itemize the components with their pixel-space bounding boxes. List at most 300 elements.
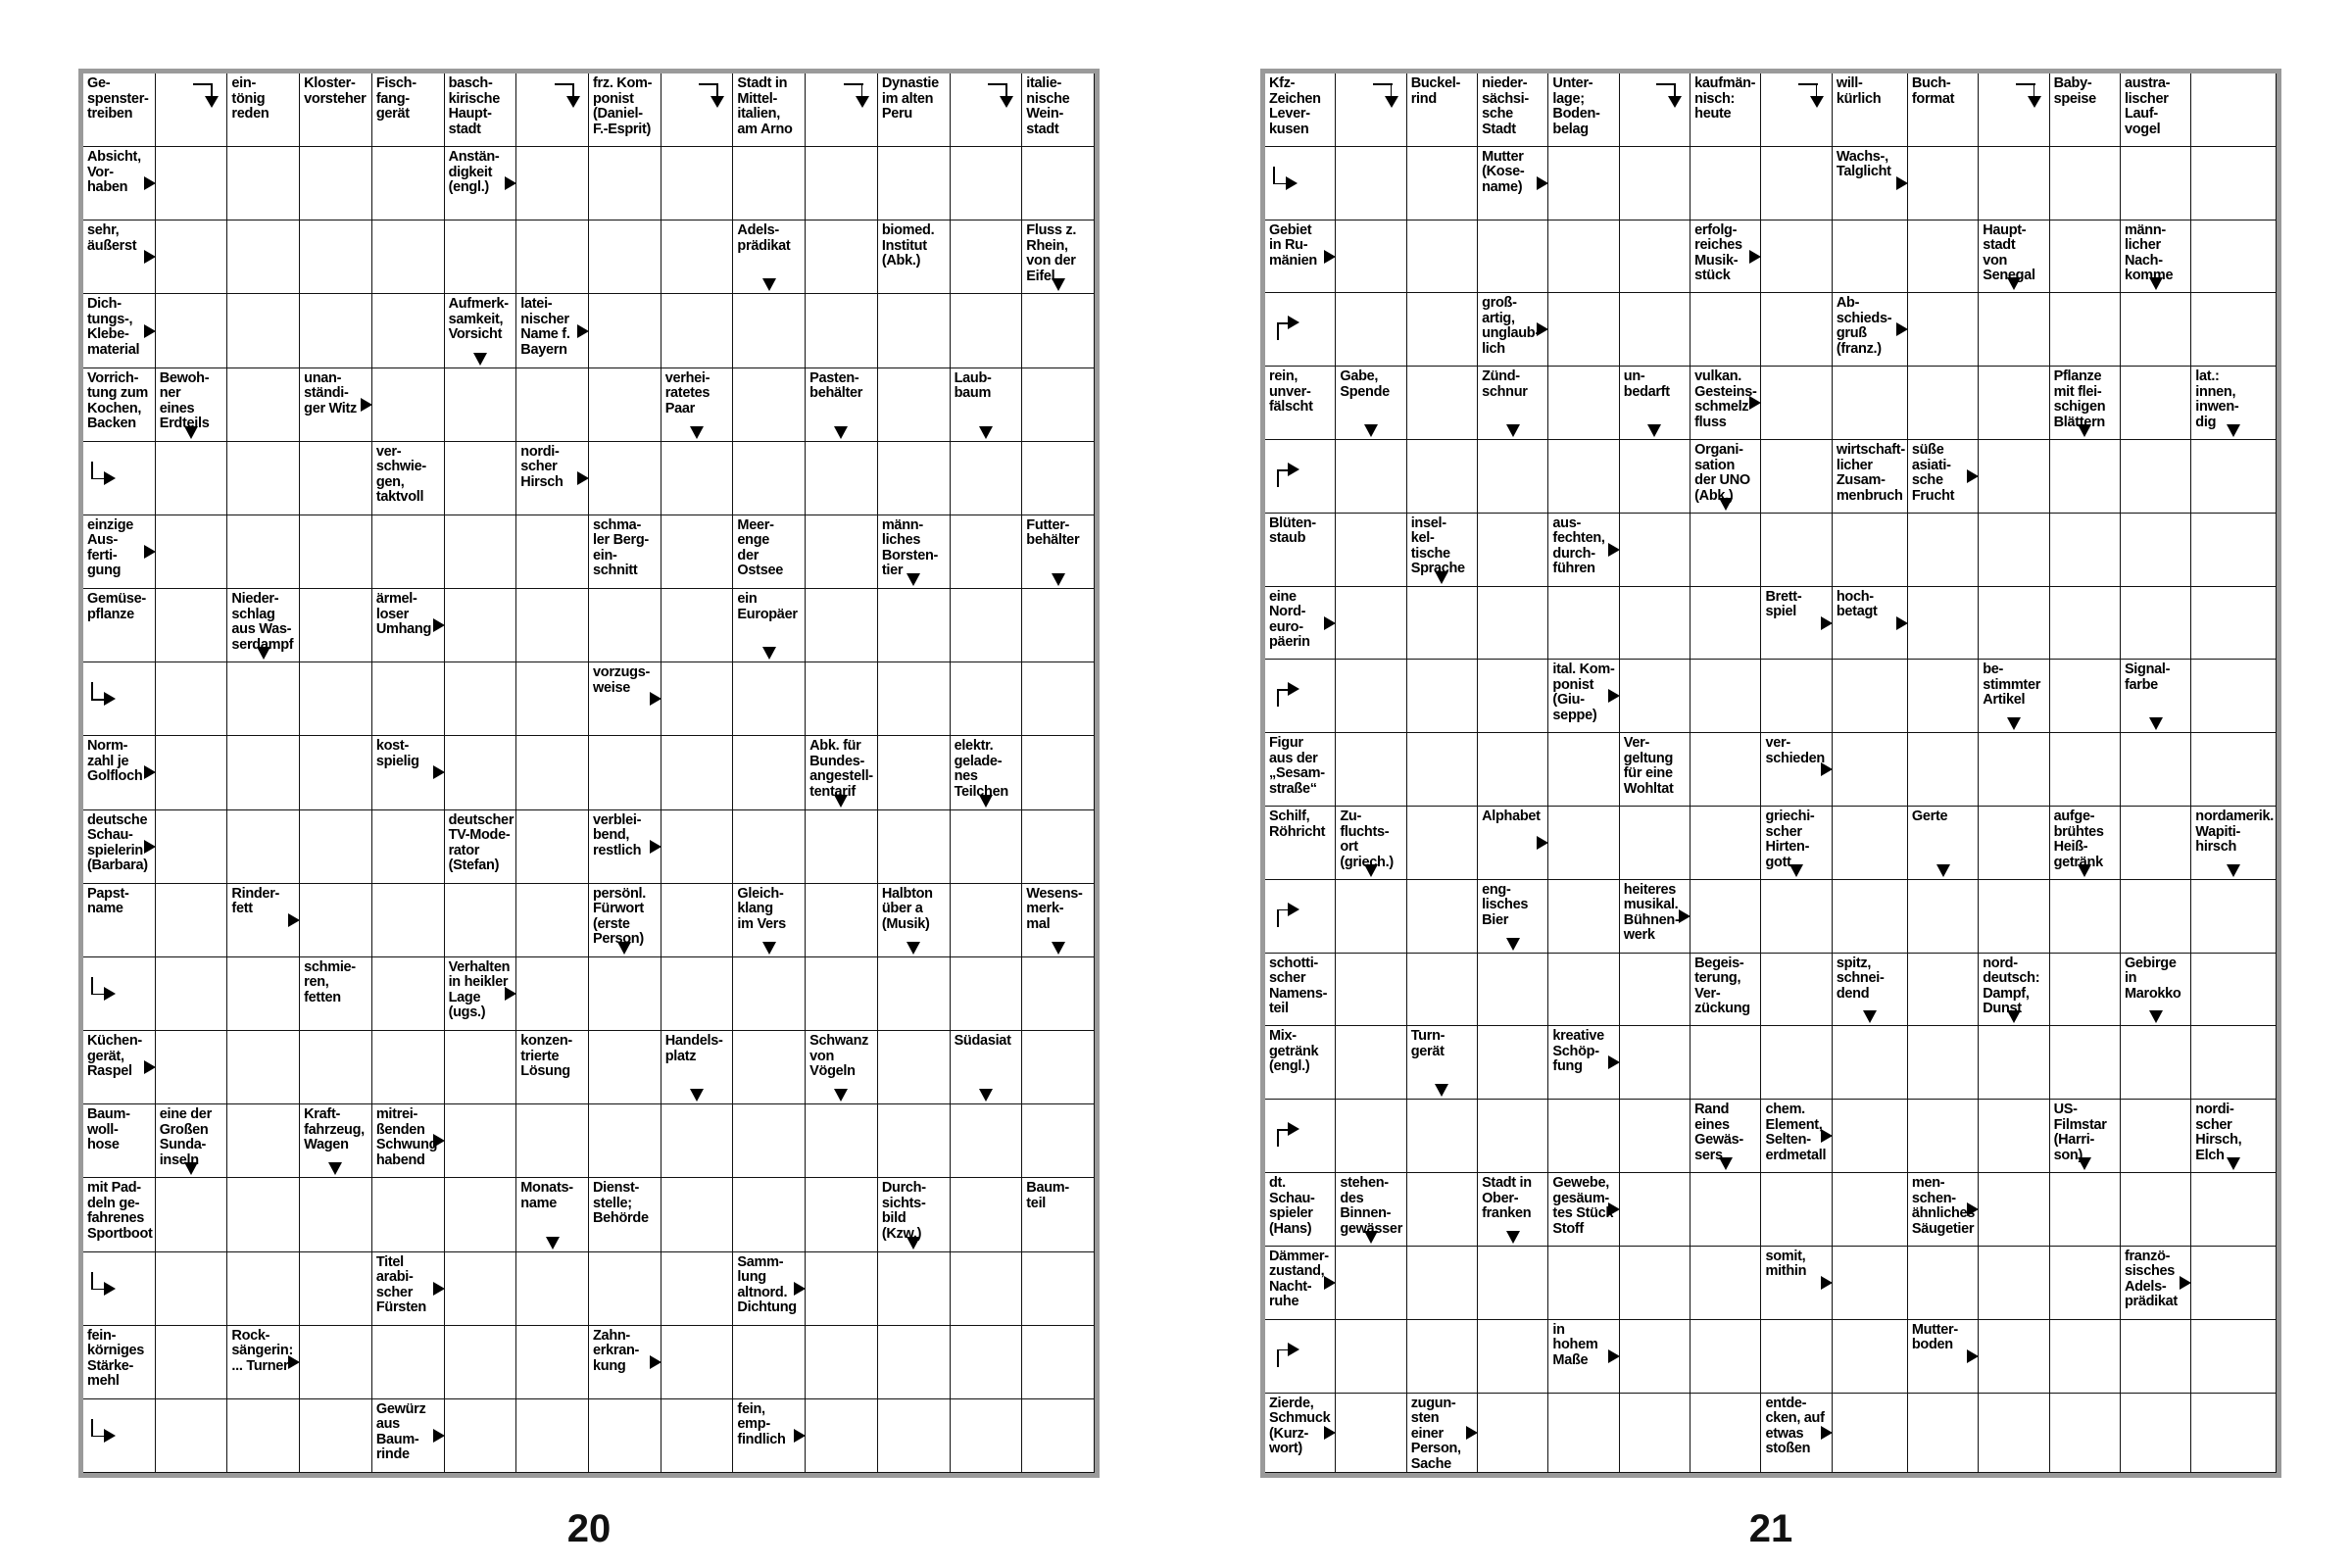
- answer-cell[interactable]: [1761, 220, 1832, 294]
- answer-cell[interactable]: [372, 1031, 445, 1104]
- answer-cell[interactable]: [1336, 1394, 1406, 1474]
- answer-cell[interactable]: [1548, 147, 1619, 220]
- answer-cell[interactable]: [1478, 220, 1548, 294]
- answer-cell[interactable]: [156, 220, 228, 294]
- answer-cell[interactable]: [2191, 514, 2277, 587]
- answer-cell[interactable]: [662, 736, 734, 809]
- answer-cell[interactable]: [445, 1326, 517, 1399]
- answer-cell[interactable]: [1690, 147, 1761, 220]
- answer-cell[interactable]: [1908, 514, 1979, 587]
- answer-cell[interactable]: [2191, 1394, 2277, 1474]
- answer-cell[interactable]: [1478, 514, 1548, 587]
- answer-cell[interactable]: [300, 294, 372, 368]
- answer-cell[interactable]: [1478, 733, 1548, 807]
- answer-cell[interactable]: [1833, 1320, 1908, 1394]
- answer-cell[interactable]: [445, 515, 517, 589]
- answer-cell[interactable]: [156, 1399, 228, 1473]
- answer-cell[interactable]: [1908, 733, 1979, 807]
- answer-cell[interactable]: [372, 294, 445, 368]
- answer-cell[interactable]: [951, 1326, 1023, 1399]
- answer-cell[interactable]: [2121, 733, 2191, 807]
- answer-cell[interactable]: [733, 1178, 806, 1251]
- answer-cell[interactable]: [1979, 1394, 2049, 1474]
- answer-cell[interactable]: [300, 810, 372, 884]
- answer-cell[interactable]: [300, 220, 372, 294]
- answer-cell[interactable]: [1761, 660, 1832, 733]
- answer-cell[interactable]: [445, 1399, 517, 1473]
- answer-cell[interactable]: [1690, 660, 1761, 733]
- answer-cell[interactable]: [1022, 1326, 1095, 1399]
- answer-cell[interactable]: [1620, 293, 1690, 367]
- answer-cell[interactable]: [733, 1104, 806, 1178]
- answer-cell[interactable]: [1620, 1320, 1690, 1394]
- answer-cell[interactable]: [1022, 1252, 1095, 1326]
- answer-cell[interactable]: [1478, 1247, 1548, 1320]
- answer-cell[interactable]: [156, 1178, 228, 1251]
- answer-cell[interactable]: [1265, 880, 1336, 954]
- answer-cell[interactable]: [2050, 147, 2121, 220]
- answer-cell[interactable]: [1407, 1247, 1478, 1320]
- answer-cell[interactable]: [589, 147, 662, 220]
- answer-cell[interactable]: [1022, 1031, 1095, 1104]
- answer-cell[interactable]: [1690, 1026, 1761, 1100]
- answer-cell[interactable]: [733, 1031, 806, 1104]
- answer-cell[interactable]: [1265, 293, 1336, 367]
- answer-cell[interactable]: [2191, 1026, 2277, 1100]
- answer-cell[interactable]: [227, 368, 300, 442]
- answer-cell[interactable]: [300, 147, 372, 220]
- answer-cell[interactable]: [1478, 954, 1548, 1027]
- answer-cell[interactable]: [1690, 807, 1761, 880]
- answer-cell[interactable]: [445, 1031, 517, 1104]
- answer-cell[interactable]: [1620, 440, 1690, 514]
- answer-cell[interactable]: [300, 662, 372, 736]
- answer-cell[interactable]: [1265, 1100, 1336, 1173]
- answer-cell[interactable]: [2191, 74, 2277, 147]
- answer-cell[interactable]: [733, 662, 806, 736]
- answer-cell[interactable]: [1336, 514, 1406, 587]
- answer-cell[interactable]: [516, 220, 589, 294]
- answer-cell[interactable]: [806, 1178, 878, 1251]
- answer-cell[interactable]: [1833, 807, 1908, 880]
- answer-cell[interactable]: [156, 1252, 228, 1326]
- answer-cell[interactable]: [1548, 807, 1619, 880]
- answer-cell[interactable]: [227, 1104, 300, 1178]
- answer-cell[interactable]: [2121, 1100, 2191, 1173]
- answer-cell[interactable]: [2121, 1173, 2191, 1247]
- answer-cell[interactable]: [733, 736, 806, 809]
- answer-cell[interactable]: [951, 589, 1023, 662]
- answer-cell[interactable]: [1761, 954, 1832, 1027]
- answer-cell[interactable]: [1620, 514, 1690, 587]
- answer-cell[interactable]: [445, 368, 517, 442]
- answer-cell[interactable]: [662, 884, 734, 957]
- answer-cell[interactable]: [878, 1031, 951, 1104]
- answer-cell[interactable]: [2050, 1026, 2121, 1100]
- answer-cell[interactable]: [1690, 733, 1761, 807]
- answer-cell[interactable]: [1022, 810, 1095, 884]
- answer-cell[interactable]: [1620, 954, 1690, 1027]
- answer-cell[interactable]: [2191, 147, 2277, 220]
- answer-cell[interactable]: [733, 368, 806, 442]
- answer-cell[interactable]: [1620, 74, 1690, 147]
- answer-cell[interactable]: [1761, 147, 1832, 220]
- answer-cell[interactable]: [1336, 954, 1406, 1027]
- answer-cell[interactable]: [1908, 880, 1979, 954]
- answer-cell[interactable]: [2191, 587, 2277, 661]
- answer-cell[interactable]: [227, 1252, 300, 1326]
- answer-cell[interactable]: [1407, 954, 1478, 1027]
- answer-cell[interactable]: [2121, 147, 2191, 220]
- answer-cell[interactable]: [1407, 220, 1478, 294]
- answer-cell[interactable]: [2050, 954, 2121, 1027]
- answer-cell[interactable]: [2050, 1394, 2121, 1474]
- answer-cell[interactable]: [1833, 660, 1908, 733]
- answer-cell[interactable]: [300, 589, 372, 662]
- answer-cell[interactable]: [951, 1178, 1023, 1251]
- answer-cell[interactable]: [1761, 1026, 1832, 1100]
- answer-cell[interactable]: [1908, 147, 1979, 220]
- answer-cell[interactable]: [733, 810, 806, 884]
- answer-cell[interactable]: [1908, 954, 1979, 1027]
- answer-cell[interactable]: [2191, 440, 2277, 514]
- answer-cell[interactable]: [156, 147, 228, 220]
- answer-cell[interactable]: [227, 810, 300, 884]
- answer-cell[interactable]: [2050, 1320, 2121, 1394]
- answer-cell[interactable]: [1620, 1100, 1690, 1173]
- answer-cell[interactable]: [227, 515, 300, 589]
- answer-cell[interactable]: [806, 74, 878, 147]
- answer-cell[interactable]: [1761, 1173, 1832, 1247]
- answer-cell[interactable]: [83, 442, 156, 515]
- answer-cell[interactable]: [83, 662, 156, 736]
- answer-cell[interactable]: [733, 442, 806, 515]
- answer-cell[interactable]: [372, 220, 445, 294]
- answer-cell[interactable]: [300, 1031, 372, 1104]
- answer-cell[interactable]: [1548, 220, 1619, 294]
- answer-cell[interactable]: [156, 1031, 228, 1104]
- answer-cell[interactable]: [806, 589, 878, 662]
- answer-cell[interactable]: [662, 662, 734, 736]
- answer-cell[interactable]: [516, 368, 589, 442]
- answer-cell[interactable]: [1620, 147, 1690, 220]
- answer-cell[interactable]: [733, 1326, 806, 1399]
- answer-cell[interactable]: [1336, 293, 1406, 367]
- answer-cell[interactable]: [1620, 807, 1690, 880]
- answer-cell[interactable]: [2121, 587, 2191, 661]
- answer-cell[interactable]: [516, 662, 589, 736]
- answer-cell[interactable]: [951, 1399, 1023, 1473]
- answer-cell[interactable]: [2050, 514, 2121, 587]
- answer-cell[interactable]: [1336, 147, 1406, 220]
- answer-cell[interactable]: [806, 884, 878, 957]
- answer-cell[interactable]: [1407, 660, 1478, 733]
- answer-cell[interactable]: [1336, 1247, 1406, 1320]
- answer-cell[interactable]: [1979, 1320, 2049, 1394]
- answer-cell[interactable]: [2121, 514, 2191, 587]
- answer-cell[interactable]: [1336, 1320, 1406, 1394]
- answer-cell[interactable]: [2121, 440, 2191, 514]
- answer-cell[interactable]: [372, 810, 445, 884]
- answer-cell[interactable]: [1548, 1247, 1619, 1320]
- answer-cell[interactable]: [1620, 660, 1690, 733]
- answer-cell[interactable]: [2050, 660, 2121, 733]
- answer-cell[interactable]: [662, 1104, 734, 1178]
- answer-cell[interactable]: [1833, 220, 1908, 294]
- answer-cell[interactable]: [1761, 880, 1832, 954]
- answer-cell[interactable]: [156, 810, 228, 884]
- answer-cell[interactable]: [156, 74, 228, 147]
- answer-cell[interactable]: [1620, 1247, 1690, 1320]
- answer-cell[interactable]: [372, 662, 445, 736]
- answer-cell[interactable]: [1833, 1173, 1908, 1247]
- answer-cell[interactable]: [951, 74, 1023, 147]
- answer-cell[interactable]: [1908, 587, 1979, 661]
- answer-cell[interactable]: [1407, 1173, 1478, 1247]
- answer-cell[interactable]: [806, 957, 878, 1031]
- answer-cell[interactable]: [662, 147, 734, 220]
- answer-cell[interactable]: [1979, 587, 2049, 661]
- answer-cell[interactable]: [300, 736, 372, 809]
- answer-cell[interactable]: [1979, 293, 2049, 367]
- answer-cell[interactable]: [1265, 147, 1336, 220]
- answer-cell[interactable]: [662, 1252, 734, 1326]
- answer-cell[interactable]: [2191, 733, 2277, 807]
- answer-cell[interactable]: [951, 662, 1023, 736]
- answer-cell[interactable]: [227, 294, 300, 368]
- answer-cell[interactable]: [1336, 733, 1406, 807]
- answer-cell[interactable]: [662, 74, 734, 147]
- answer-cell[interactable]: [372, 1178, 445, 1251]
- answer-cell[interactable]: [156, 294, 228, 368]
- answer-cell[interactable]: [1478, 1100, 1548, 1173]
- answer-cell[interactable]: [445, 589, 517, 662]
- answer-cell[interactable]: [445, 662, 517, 736]
- answer-cell[interactable]: [516, 736, 589, 809]
- answer-cell[interactable]: [2191, 1320, 2277, 1394]
- answer-cell[interactable]: [589, 589, 662, 662]
- answer-cell[interactable]: [662, 220, 734, 294]
- answer-cell[interactable]: [662, 810, 734, 884]
- answer-cell[interactable]: [1979, 514, 2049, 587]
- answer-cell[interactable]: [806, 810, 878, 884]
- answer-cell[interactable]: [662, 294, 734, 368]
- answer-cell[interactable]: [516, 957, 589, 1031]
- answer-cell[interactable]: [1908, 660, 1979, 733]
- answer-cell[interactable]: [227, 1178, 300, 1251]
- answer-cell[interactable]: [372, 1326, 445, 1399]
- answer-cell[interactable]: [1336, 1100, 1406, 1173]
- answer-cell[interactable]: [878, 589, 951, 662]
- answer-cell[interactable]: [1022, 736, 1095, 809]
- answer-cell[interactable]: [1908, 220, 1979, 294]
- answer-cell[interactable]: [1548, 880, 1619, 954]
- answer-cell[interactable]: [1979, 1173, 2049, 1247]
- answer-cell[interactable]: [300, 442, 372, 515]
- answer-cell[interactable]: [156, 662, 228, 736]
- answer-cell[interactable]: [2050, 1173, 2121, 1247]
- answer-cell[interactable]: [806, 1399, 878, 1473]
- answer-cell[interactable]: [156, 515, 228, 589]
- answer-cell[interactable]: [372, 884, 445, 957]
- answer-cell[interactable]: [1478, 660, 1548, 733]
- answer-cell[interactable]: [1336, 587, 1406, 661]
- answer-cell[interactable]: [516, 515, 589, 589]
- answer-cell[interactable]: [1407, 440, 1478, 514]
- answer-cell[interactable]: [2191, 1247, 2277, 1320]
- answer-cell[interactable]: [1336, 220, 1406, 294]
- answer-cell[interactable]: [951, 1252, 1023, 1326]
- answer-cell[interactable]: [445, 442, 517, 515]
- answer-cell[interactable]: [516, 884, 589, 957]
- answer-cell[interactable]: [516, 1399, 589, 1473]
- answer-cell[interactable]: [1908, 1247, 1979, 1320]
- answer-cell[interactable]: [806, 1326, 878, 1399]
- answer-cell[interactable]: [1690, 514, 1761, 587]
- answer-cell[interactable]: [733, 957, 806, 1031]
- answer-cell[interactable]: [733, 147, 806, 220]
- answer-cell[interactable]: [662, 1399, 734, 1473]
- answer-cell[interactable]: [951, 147, 1023, 220]
- answer-cell[interactable]: [372, 368, 445, 442]
- answer-cell[interactable]: [227, 147, 300, 220]
- answer-cell[interactable]: [2191, 293, 2277, 367]
- answer-cell[interactable]: [156, 736, 228, 809]
- answer-cell[interactable]: [1478, 587, 1548, 661]
- answer-cell[interactable]: [300, 515, 372, 589]
- answer-cell[interactable]: [1833, 1247, 1908, 1320]
- answer-cell[interactable]: [1908, 293, 1979, 367]
- answer-cell[interactable]: [589, 442, 662, 515]
- answer-cell[interactable]: [300, 1399, 372, 1473]
- answer-cell[interactable]: [1690, 293, 1761, 367]
- answer-cell[interactable]: [589, 1252, 662, 1326]
- answer-cell[interactable]: [951, 294, 1023, 368]
- answer-cell[interactable]: [662, 442, 734, 515]
- answer-cell[interactable]: [1908, 1026, 1979, 1100]
- answer-cell[interactable]: [1620, 1026, 1690, 1100]
- answer-cell[interactable]: [1022, 1104, 1095, 1178]
- answer-cell[interactable]: [1908, 367, 1979, 440]
- answer-cell[interactable]: [878, 147, 951, 220]
- answer-cell[interactable]: [589, 1399, 662, 1473]
- answer-cell[interactable]: [1979, 367, 2049, 440]
- answer-cell[interactable]: [951, 442, 1023, 515]
- answer-cell[interactable]: [2121, 1320, 2191, 1394]
- answer-cell[interactable]: [83, 1399, 156, 1473]
- answer-cell[interactable]: [878, 662, 951, 736]
- answer-cell[interactable]: [1022, 957, 1095, 1031]
- answer-cell[interactable]: [445, 1178, 517, 1251]
- answer-cell[interactable]: [1548, 1394, 1619, 1474]
- answer-cell[interactable]: [1761, 293, 1832, 367]
- answer-cell[interactable]: [227, 957, 300, 1031]
- answer-cell[interactable]: [1690, 1394, 1761, 1474]
- answer-cell[interactable]: [1336, 880, 1406, 954]
- answer-cell[interactable]: [806, 515, 878, 589]
- answer-cell[interactable]: [589, 220, 662, 294]
- answer-cell[interactable]: [951, 957, 1023, 1031]
- answer-cell[interactable]: [951, 810, 1023, 884]
- answer-cell[interactable]: [589, 736, 662, 809]
- answer-cell[interactable]: [1407, 587, 1478, 661]
- answer-cell[interactable]: [372, 957, 445, 1031]
- answer-cell[interactable]: [227, 736, 300, 809]
- answer-cell[interactable]: [1548, 1100, 1619, 1173]
- answer-cell[interactable]: [1407, 880, 1478, 954]
- answer-cell[interactable]: [878, 294, 951, 368]
- answer-cell[interactable]: [1478, 1026, 1548, 1100]
- answer-cell[interactable]: [878, 1104, 951, 1178]
- answer-cell[interactable]: [2191, 954, 2277, 1027]
- answer-cell[interactable]: [1336, 660, 1406, 733]
- answer-cell[interactable]: [1548, 367, 1619, 440]
- answer-cell[interactable]: [1833, 514, 1908, 587]
- answer-cell[interactable]: [2121, 807, 2191, 880]
- answer-cell[interactable]: [227, 220, 300, 294]
- answer-cell[interactable]: [1336, 1026, 1406, 1100]
- answer-cell[interactable]: [2121, 293, 2191, 367]
- answer-cell[interactable]: [1833, 733, 1908, 807]
- answer-cell[interactable]: [1407, 293, 1478, 367]
- answer-cell[interactable]: [806, 294, 878, 368]
- answer-cell[interactable]: [662, 957, 734, 1031]
- answer-cell[interactable]: [878, 442, 951, 515]
- answer-cell[interactable]: [156, 442, 228, 515]
- answer-cell[interactable]: [589, 957, 662, 1031]
- answer-cell[interactable]: [1022, 589, 1095, 662]
- answer-cell[interactable]: [1908, 1394, 1979, 1474]
- answer-cell[interactable]: [1265, 660, 1336, 733]
- answer-cell[interactable]: [951, 220, 1023, 294]
- answer-cell[interactable]: [1407, 733, 1478, 807]
- answer-cell[interactable]: [1022, 1399, 1095, 1473]
- answer-cell[interactable]: [1979, 1100, 2049, 1173]
- answer-cell[interactable]: [1761, 514, 1832, 587]
- answer-cell[interactable]: [516, 147, 589, 220]
- answer-cell[interactable]: [2121, 1026, 2191, 1100]
- answer-cell[interactable]: [1979, 1026, 2049, 1100]
- answer-cell[interactable]: [1548, 733, 1619, 807]
- answer-cell[interactable]: [1833, 1100, 1908, 1173]
- answer-cell[interactable]: [806, 1252, 878, 1326]
- answer-cell[interactable]: [516, 1104, 589, 1178]
- answer-cell[interactable]: [1979, 147, 2049, 220]
- answer-cell[interactable]: [1979, 807, 2049, 880]
- answer-cell[interactable]: [1833, 1026, 1908, 1100]
- answer-cell[interactable]: [1620, 587, 1690, 661]
- answer-cell[interactable]: [300, 884, 372, 957]
- answer-cell[interactable]: [83, 957, 156, 1031]
- answer-cell[interactable]: [878, 1399, 951, 1473]
- answer-cell[interactable]: [372, 515, 445, 589]
- answer-cell[interactable]: [951, 515, 1023, 589]
- answer-cell[interactable]: [806, 147, 878, 220]
- answer-cell[interactable]: [1548, 293, 1619, 367]
- answer-cell[interactable]: [2050, 293, 2121, 367]
- answer-cell[interactable]: [878, 1326, 951, 1399]
- answer-cell[interactable]: [662, 589, 734, 662]
- answer-cell[interactable]: [1265, 1320, 1336, 1394]
- answer-cell[interactable]: [1265, 440, 1336, 514]
- answer-cell[interactable]: [2121, 367, 2191, 440]
- answer-cell[interactable]: [1407, 807, 1478, 880]
- answer-cell[interactable]: [83, 1252, 156, 1326]
- answer-cell[interactable]: [2191, 660, 2277, 733]
- answer-cell[interactable]: [516, 1326, 589, 1399]
- answer-cell[interactable]: [2050, 1247, 2121, 1320]
- answer-cell[interactable]: [2121, 1394, 2191, 1474]
